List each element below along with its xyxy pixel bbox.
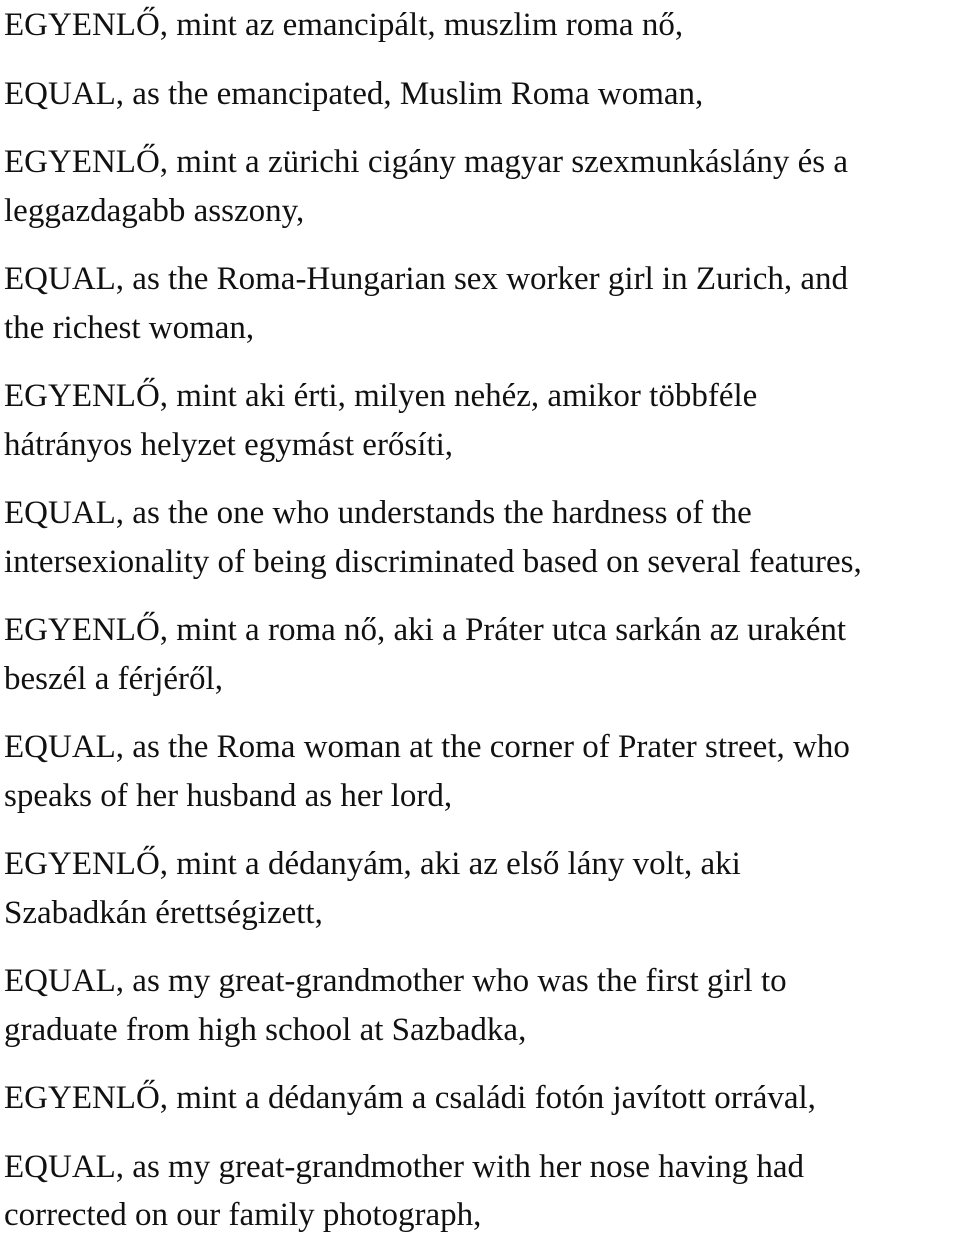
paragraph-en-3: EQUAL, as the one who understands the hardness of the intersexionality of being discriminated based on several features,: [4, 495, 862, 580]
paragraph-en-1: EQUAL, as the emancipated, Muslim Roma woman,: [4, 75, 704, 112]
paragraph-en-4: EQUAL, as the Roma woman at the corner of Prater street, who speaks of her husband as her lord,: [4, 729, 850, 814]
paragraph-hu-6: EGYENLŐ, mint a dédanyám a családi fotón javított orrával,: [4, 1080, 816, 1116]
paragraph-hu-2: EGYENLŐ, mint a zürichi cigány magyar szexmunkáslány és a leggazdagabb asszony,: [4, 144, 848, 229]
paragraph-en-6: EQUAL, as my great-grandmother with her nose having had corrected on our family photograph,: [4, 1148, 805, 1233]
paragraph-hu-4: EGYENLŐ, mint a roma nő, aki a Práter utca sarkán az uraként beszél a férjéről,: [4, 612, 847, 697]
paragraph-hu-5: EGYENLŐ, mint a dédanyám, aki az első lány volt, aki Szabadkán érettségizett,: [4, 846, 741, 931]
paragraph-hu-1: EGYENLŐ, mint az emancipált, muszlim roma nő,: [4, 7, 684, 43]
document-body: [4, 0, 956, 1240]
paragraph-hu-3: EGYENLŐ, mint aki érti, milyen nehéz, amikor többféle hátrányos helyzet egymást erősíti,: [4, 378, 758, 463]
paragraph-en-2: EQUAL, as the Roma-Hungarian sex worker girl in Zurich, and the richest woman,: [4, 261, 849, 346]
paragraph-en-5: EQUAL, as my great-grandmother who was the first girl to graduate from high school at Sazbadka,: [4, 963, 787, 1048]
